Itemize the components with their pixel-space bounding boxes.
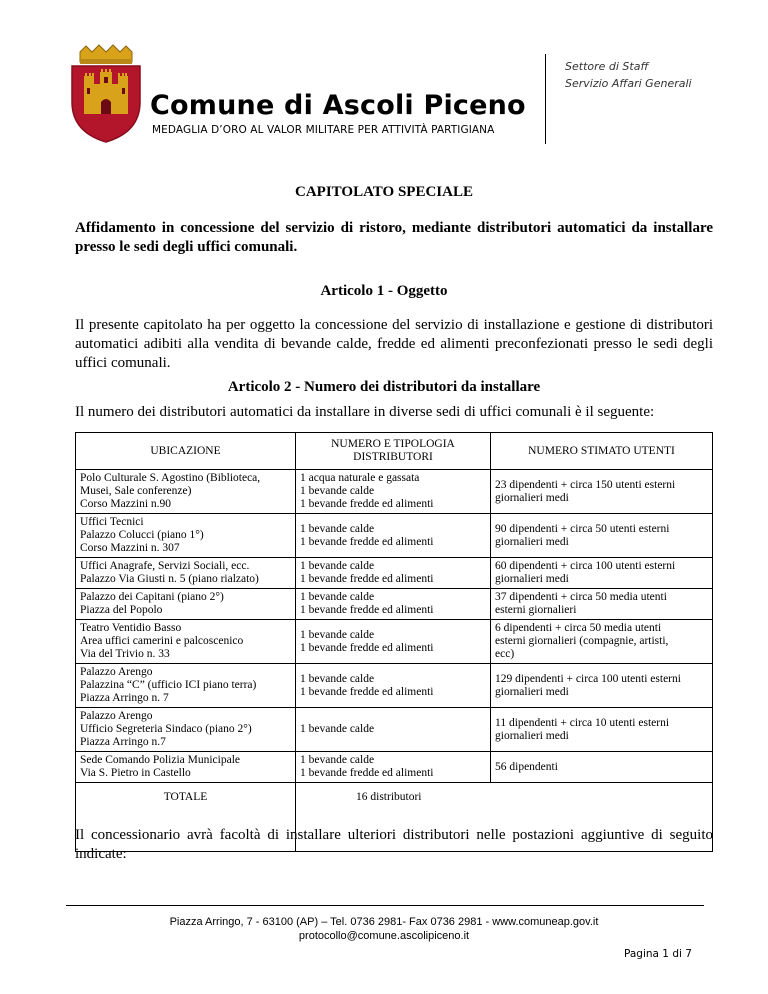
cell-users — [491, 664, 713, 708]
cell-users-line: giornalieri medi — [495, 535, 569, 548]
cell-location-line: Corso Mazzini n. 307 — [80, 542, 180, 554]
cell-location — [76, 708, 296, 752]
table-row — [76, 664, 713, 708]
cell-location — [76, 664, 296, 708]
cell-users — [491, 752, 713, 783]
cell-types-line: 1 bevande fredde ed alimenti — [300, 767, 434, 779]
cell-location-line: Palazzo Via Giusti n. 5 (piano rialzato) — [80, 573, 259, 585]
header-divider — [545, 54, 546, 144]
page-number: Pagina 1 di 7 — [624, 948, 692, 960]
cell-types — [296, 664, 491, 708]
cell-users — [491, 620, 713, 664]
cell-location-line: Piazza Arringo n. 7 — [80, 692, 169, 704]
cell-location-line: Via del Trivio n. 33 — [80, 648, 170, 660]
cell-users — [491, 708, 713, 752]
cell-users-line: 56 dipendenti — [495, 760, 558, 773]
table-row — [76, 558, 713, 589]
cell-location-line: Via S. Pietro in Castello — [80, 767, 191, 779]
article2-title: Articolo 2 - Numero dei distributori da installare — [227, 379, 541, 395]
cell-types — [296, 514, 491, 558]
cell-users-line: 11 dipendenti + circa 10 utenti esterni — [495, 716, 670, 729]
cell-types-line: 1 bevande calde — [300, 723, 375, 735]
cell-location-line: Uffici Anagrafe, Servizi Sociali, ecc. — [80, 560, 250, 572]
cell-users — [491, 470, 713, 514]
header-users: NUMERO STIMATO UTENTI — [491, 433, 713, 470]
office-service: Servizio Affari Generali — [565, 77, 692, 90]
cell-location-line: Area uffici camerini e palcoscenico — [80, 635, 244, 647]
table-row — [76, 620, 713, 664]
cell-types-line: 1 bevande calde — [300, 522, 375, 535]
cell-types — [296, 620, 491, 664]
cell-types-line: 1 bevande fredde ed alimenti — [300, 535, 434, 548]
cell-users-line: giornalieri medi — [495, 685, 569, 698]
office-sector: Settore di Staff — [565, 60, 649, 73]
cell-users — [491, 514, 713, 558]
closing-text: Il concessionario avrà facoltà di installare ulteriori distributori nelle postazioni aggiuntive di seguito indicate: — [75, 827, 713, 862]
cell-location-line: Teatro Ventidio Basso — [80, 622, 182, 634]
cell-location — [76, 589, 296, 620]
cell-users-line: 129 dipendenti + circa 100 utenti esterni — [495, 672, 681, 685]
cell-location-line: Corso Mazzini n.90 — [80, 498, 172, 510]
table-row — [76, 708, 713, 752]
article1-text: Il presente capitolato ha per oggetto la concessione del servizio di installazione e gestione di distributori automatici adibiti alla vendita di bevande calde, fredde ed alimenti preconfezionati presso le sedi degli uffici comunali. — [75, 317, 713, 371]
cell-types — [296, 589, 491, 620]
cell-users-line: 60 dipendenti + circa 100 utenti esterni — [495, 560, 676, 572]
cell-location — [76, 514, 296, 558]
cell-location-line: Piazza Arringo n.7 — [80, 736, 166, 748]
table-row — [76, 514, 713, 558]
cell-location-line: Palazzo Arengo — [80, 666, 153, 678]
cell-types-line: 1 bevande calde — [300, 672, 375, 685]
cell-users-line: 37 dipendenti + circa 50 media utenti — [495, 591, 667, 603]
cell-users-line: giornalieri medi — [495, 491, 569, 504]
cell-types — [296, 558, 491, 589]
cell-users — [491, 558, 713, 589]
cell-types-line: 1 bevande fredde ed alimenti — [300, 685, 434, 698]
cell-types — [296, 708, 491, 752]
footer-email: protocollo@comune.ascolipiceno.it — [298, 930, 470, 942]
cell-users-line: giornalieri medi — [495, 729, 569, 742]
table-row — [76, 470, 713, 514]
cell-location-line: Palazzina “C” (ufficio ICI piano terra) — [80, 679, 257, 691]
document-subject: Affidamento in concessione del servizio di ristoro, mediante distributori automatici da installare presso le sedi degli uffici comunali. — [75, 220, 713, 255]
cell-location-line: Musei, Sale conferenze) — [80, 485, 192, 497]
cell-location-line: Uffici Tecnici — [80, 516, 144, 528]
office-info — [565, 58, 692, 92]
cell-location-line: Sede Comando Polizia Municipale — [80, 754, 241, 766]
cell-location — [76, 620, 296, 664]
cell-types — [296, 752, 491, 783]
cell-types — [296, 470, 491, 514]
cell-types-line: 1 bevande calde — [300, 628, 375, 641]
cell-types-line: 1 acqua naturale e gassata — [300, 472, 420, 484]
table-row — [76, 589, 713, 620]
distributors-table — [75, 432, 713, 852]
cell-types-line: 1 bevande fredde ed alimenti — [300, 641, 434, 654]
table-header-row — [76, 433, 713, 470]
cell-users-line: 23 dipendenti + circa 150 utenti esterni — [495, 478, 676, 491]
cell-location-line: Palazzo dei Capitani (piano 2°) — [80, 591, 224, 603]
table-row — [76, 752, 713, 783]
cell-users-line: 6 dipendenti + circa 50 media utenti — [495, 622, 662, 634]
cell-users — [491, 589, 713, 620]
cell-location-line: Palazzo Arengo — [80, 710, 153, 722]
cell-types-line: 1 bevande calde — [300, 591, 375, 603]
footer-divider — [66, 905, 704, 906]
cell-users-line: giornalieri medi — [495, 573, 569, 585]
table-body — [76, 470, 713, 852]
cell-location-line: Piazza del Popolo — [80, 604, 163, 616]
cell-users-line: esterni giornalieri (compagnie, artisti, — [495, 635, 669, 647]
cell-users-line: ecc) — [495, 648, 515, 660]
city-name: Comune di Ascoli Piceno — [150, 90, 526, 121]
cell-location-line: Ufficio Segreteria Sindaco (piano 2°) — [80, 723, 252, 735]
city-crest-logo — [66, 44, 146, 144]
header-types: NUMERO E TIPOLOGIA DISTRIBUTORI — [296, 433, 491, 470]
article1-title: Articolo 1 - Oggetto — [320, 283, 448, 299]
cell-types-line: 1 bevande calde — [300, 560, 375, 572]
footer-address: Piazza Arringo, 7 - 63100 (AP) – Tel. 0736 2981- Fax 0736 2981 - www.comuneap.gov.it — [169, 916, 599, 928]
city-motto: MEDAGLIA D’ORO AL VALOR MILITARE PER ATTIVITÀ PARTIGIANA — [152, 124, 495, 136]
total-label: TOTALE — [76, 783, 296, 852]
cell-location-line: Polo Culturale S. Agostino (Biblioteca, — [80, 472, 261, 484]
document-title: CAPITOLATO SPECIALE — [295, 184, 473, 200]
cell-types-line: 1 bevande fredde ed alimenti — [300, 573, 434, 585]
header-location: UBICAZIONE — [76, 433, 296, 470]
cell-users-line: 90 dipendenti + circa 50 utenti esterni — [495, 522, 670, 535]
cell-location — [76, 558, 296, 589]
article2-intro: Il numero dei distributori automatici da installare in diverse sedi di uffici comunali è il seguente: — [75, 404, 655, 420]
cell-location — [76, 752, 296, 783]
total-value: 16 distributori — [296, 783, 713, 852]
cell-users-line: esterni giornalieri — [495, 604, 577, 616]
cell-types-line: 1 bevande calde — [300, 754, 375, 766]
cell-types-line: 1 bevande fredde ed alimenti — [300, 604, 434, 616]
cell-types-line: 1 bevande calde — [300, 485, 375, 497]
cell-types-line: 1 bevande fredde ed alimenti — [300, 498, 434, 510]
cell-location-line: Palazzo Colucci (piano 1°) — [80, 529, 204, 541]
cell-location — [76, 470, 296, 514]
